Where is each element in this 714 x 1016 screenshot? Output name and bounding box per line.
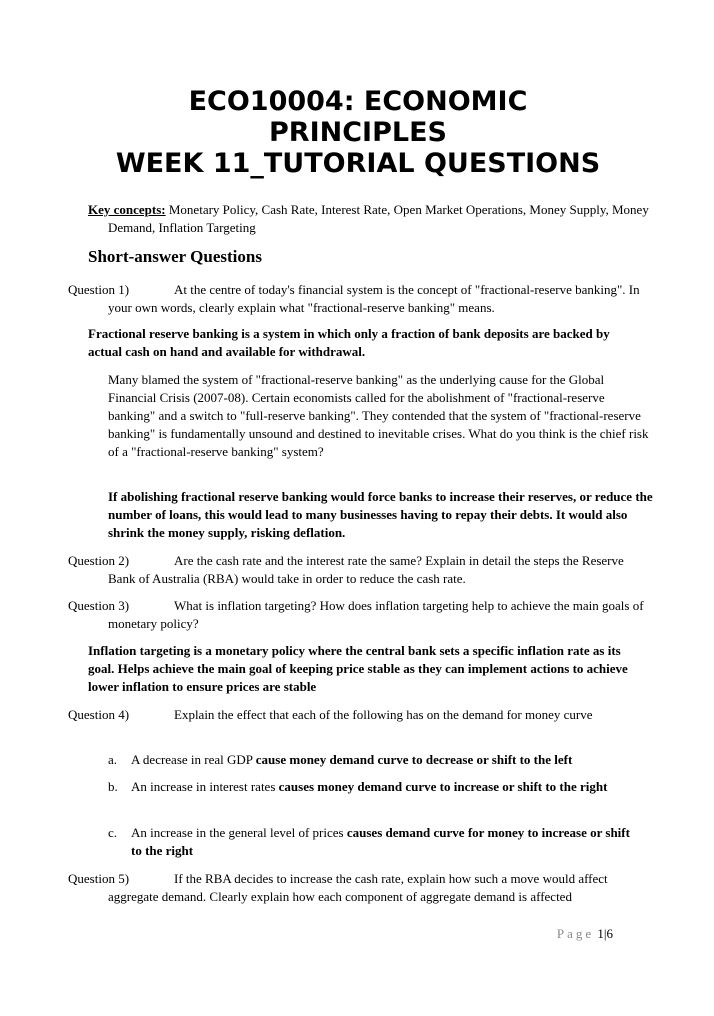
page-separator: | <box>603 926 607 941</box>
question-2 <box>68 552 654 588</box>
question-4-item-c <box>108 824 634 860</box>
document-title <box>88 86 628 179</box>
item-question: An increase in the general level of prices <box>131 825 347 840</box>
title-line-2: PRINCIPLES <box>269 117 447 148</box>
question-4-number: Question 4) <box>68 707 130 722</box>
page-total: 6 <box>606 926 613 941</box>
question-1 <box>68 281 654 317</box>
item-answer: cause money demand curve to decrease or shift to the left <box>255 752 573 767</box>
question-4-item-a <box>108 751 634 769</box>
item-answer: causes demand curve for money to increase or shift to the right <box>131 825 630 858</box>
section-heading: Short-answer Questions <box>88 247 262 266</box>
title-line-1: ECO10004: ECONOMIC <box>188 86 528 117</box>
question-5 <box>68 870 654 906</box>
key-concepts-text: Monetary Policy, Cash Rate, Interest Rate, Open Market Operations, Money Supply, Money Demand, Inflation Targeting <box>108 202 649 235</box>
question-5-number: Question 5) <box>68 871 130 886</box>
key-concepts <box>88 201 654 237</box>
question-1-text: At the centre of today's financial system is the concept of "fractional-reserve banking". In your own words, clearly explain what "fractional-reserve banking" means. <box>108 282 640 315</box>
key-concepts-label: Key concepts: <box>88 202 166 217</box>
answer-1b: If abolishing fractional reserve banking would force banks to increase their reserves, or reduce the number of loans, this would lead to many businesses having to repay their debts. It would also shrink the money supply, risking deflation. <box>108 489 653 540</box>
title-line-3: WEEK 11_TUTORIAL QUESTIONS <box>115 148 601 179</box>
item-question: An increase in interest rates <box>131 779 279 794</box>
answer-3: Inflation targeting is a monetary policy where the central bank sets a specific inflation rate as its goal. Helps achieve the main goal of keeping price stable as they can implement actions to achieve lower inflation to ensure prices are stable <box>88 643 628 694</box>
question-4-text: Explain the effect that each of the following has on the demand for money curve <box>174 707 593 722</box>
question-3-text: What is inflation targeting? How does inflation targeting help to achieve the main goals of monetary policy? <box>108 598 644 631</box>
item-question: A decrease in real GDP <box>131 752 256 767</box>
list-marker: a. <box>108 752 118 767</box>
question-4-item-b <box>108 778 634 796</box>
question-3-number: Question 3) <box>68 598 130 613</box>
page-footer <box>557 925 613 943</box>
answer-1: Fractional reserve banking is a system in which only a fraction of bank deposits are backed by actual cash on hand and available for withdrawal. <box>88 326 610 359</box>
question-2-number: Question 2) <box>68 553 130 568</box>
page-current: 1 <box>597 926 604 941</box>
question-1b: Many blamed the system of "fractional-reserve banking" as the underlying cause for the Global Financial Crisis (2007-08). Certain economists called for the abolishment of "fractional-reserve banking" and a switch to "full-reserve banking". They contended that the system of "fractional-reserve banking" is fundamentally unsound and destined to inevitable crises. What do you think is the chief risk of a "fractional-reserve banking" system? <box>108 372 649 459</box>
question-2-text: Are the cash rate and the interest rate the same? Explain in detail the steps the Reserve Bank of Australia (RBA) would take in order to reduce the cash rate. <box>108 553 624 586</box>
list-marker: b. <box>108 779 118 794</box>
page-label: Page <box>556 926 595 941</box>
question-1-number: Question 1) <box>68 282 130 297</box>
question-3 <box>68 597 654 633</box>
item-answer: causes money demand curve to increase or shift to the right <box>278 779 608 794</box>
question-4 <box>68 706 654 724</box>
question-5-text: If the RBA decides to increase the cash rate, explain how such a move would affect aggregate demand. Clearly explain how each component of aggregate demand is affected <box>108 871 608 904</box>
list-marker: c. <box>108 825 118 840</box>
